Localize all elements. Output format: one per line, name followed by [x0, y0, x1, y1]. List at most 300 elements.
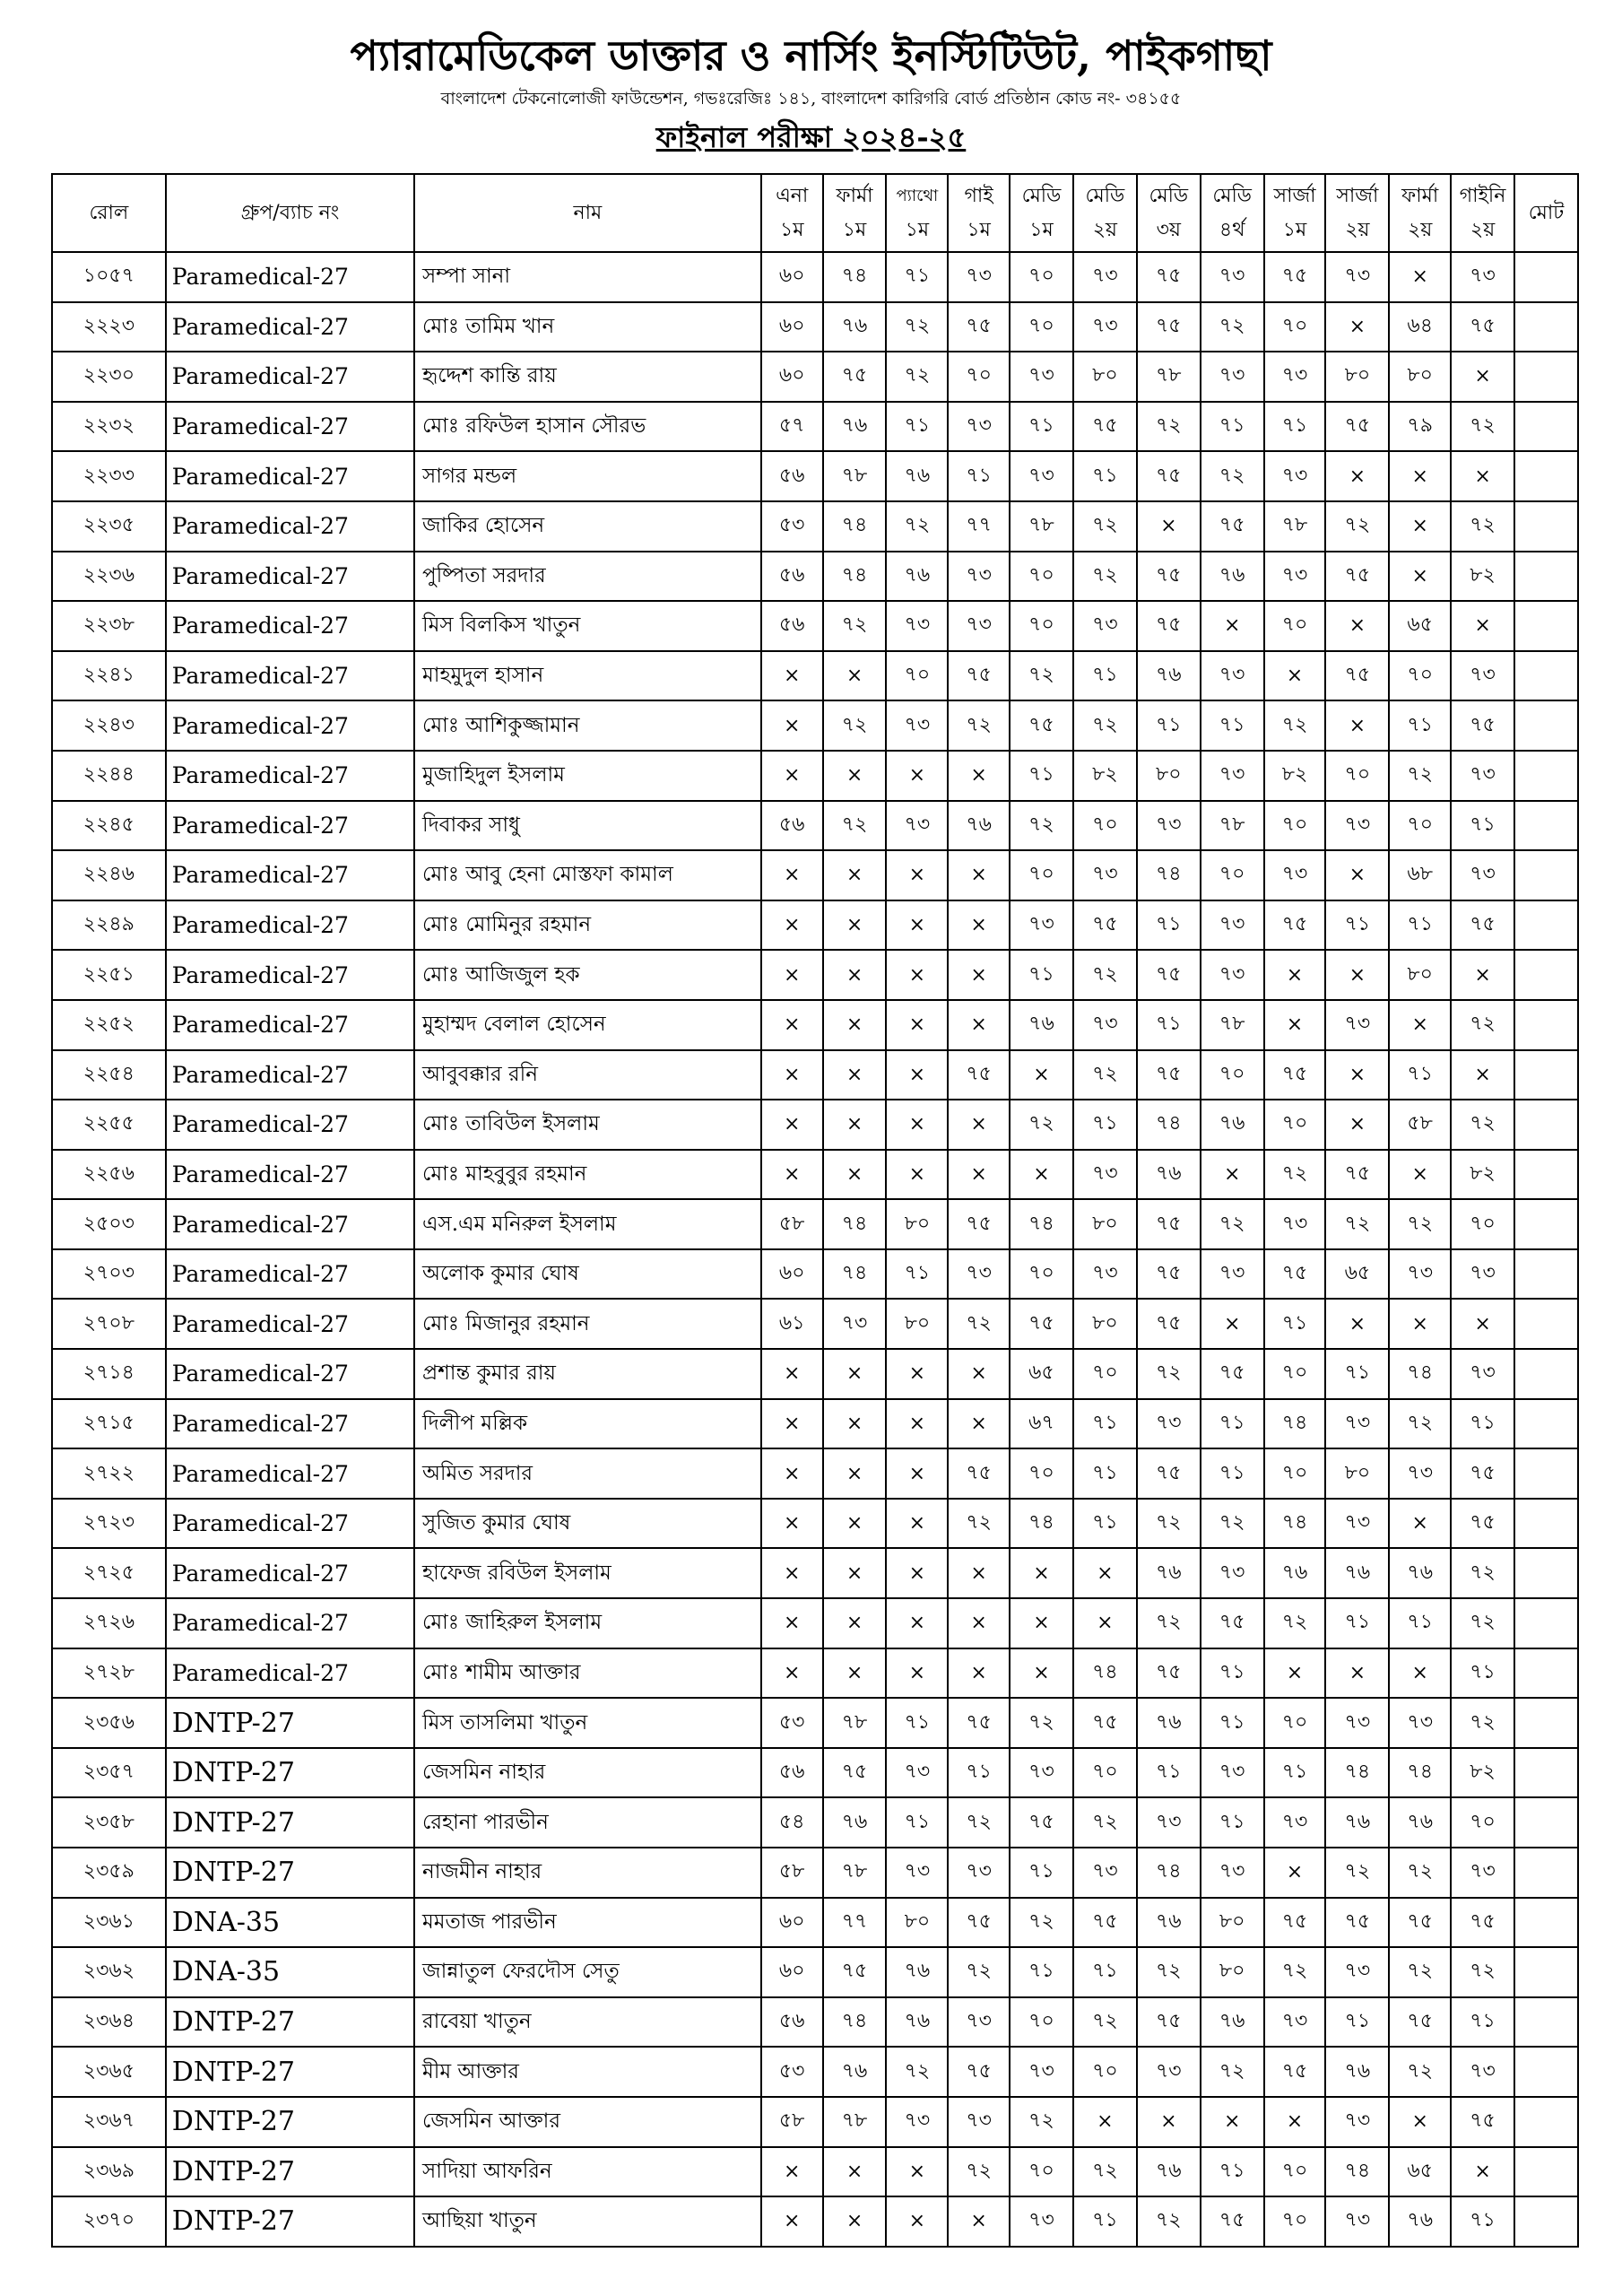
mark-cell: ৭৬ [1201, 1997, 1264, 2048]
roll-cell: ২৭১৪ [52, 1349, 166, 1399]
mark-cell: ৬০ [761, 252, 823, 302]
mark-cell: ৭১ [1010, 402, 1073, 452]
roll-cell: ২২৪৫ [52, 801, 166, 851]
roll-cell: ২৩৬৯ [52, 2147, 166, 2197]
subject-part: ১ম [1282, 218, 1307, 241]
mark-cell: ৭৫ [1325, 651, 1389, 701]
mark-cell: × [1264, 651, 1326, 701]
mark-cell: × [948, 1399, 1010, 1449]
name-cell: মিস বিলকিস খাতুন [414, 601, 761, 651]
header-group: গ্রুপ/ব্যাচ নং [166, 174, 414, 252]
mark-cell: × [1325, 1648, 1389, 1699]
mark-cell: ৭১ [886, 1797, 948, 1848]
mark-cell: × [948, 2196, 1010, 2247]
mark-cell: ৫৮ [761, 2097, 823, 2147]
mark-cell: ৭৩ [1325, 1000, 1389, 1050]
mark-cell: ৭১ [1073, 1100, 1137, 1150]
mark-cell: ৭৩ [1325, 1399, 1389, 1449]
group-cell: DNTP-27 [166, 1748, 414, 1798]
mark-cell: ৭৬ [1137, 1150, 1201, 1200]
mark-cell: ৭৩ [1325, 801, 1389, 851]
group-cell: Paramedical-27 [166, 1548, 414, 1598]
mark-cell: ৭৫ [1137, 302, 1201, 352]
total-cell [1514, 1898, 1578, 1948]
subject-part: ১ম [967, 218, 991, 241]
mark-cell: ৭০ [1264, 1698, 1326, 1748]
mark-cell: ৬০ [761, 1898, 823, 1948]
group-cell: Paramedical-27 [166, 700, 414, 751]
roll-cell: ২২৪৬ [52, 850, 166, 900]
mark-cell: ৭৩ [1451, 1848, 1514, 1898]
table-row [52, 850, 1578, 900]
mark-cell: × [948, 1150, 1010, 1200]
mark-cell: ৭০ [1264, 1349, 1326, 1399]
roll-cell: ২২৩২ [52, 402, 166, 452]
mark-cell: ৭১ [1201, 1797, 1264, 1848]
mark-cell: ৭৫ [1264, 1898, 1326, 1948]
mark-cell: ৭৫ [823, 1748, 887, 1798]
mark-cell: ৭৫ [1073, 900, 1137, 951]
mark-cell: ৮০ [1325, 352, 1389, 402]
mark-cell: ৭১ [1451, 1648, 1514, 1699]
subject-label: ফার্মা [836, 184, 873, 207]
mark-cell: ৮০ [1201, 1898, 1264, 1948]
roll-cell: ২২৫২ [52, 1000, 166, 1050]
group-cell: Paramedical-27 [166, 751, 414, 801]
mark-cell: × [886, 1499, 948, 1549]
mark-cell: × [823, 651, 887, 701]
mark-cell: ৭০ [1451, 1797, 1514, 1848]
roll-cell: ২২৩৬ [52, 552, 166, 602]
mark-cell: ৭৫ [1451, 302, 1514, 352]
mark-cell: × [886, 1050, 948, 1100]
header-subject [1389, 174, 1451, 252]
roll-cell: ২৭২৩ [52, 1499, 166, 1549]
mark-cell: ৭৫ [1137, 252, 1201, 302]
table-row [52, 1199, 1578, 1249]
mark-cell: × [1451, 451, 1514, 501]
mark-cell: ৭৩ [1137, 2047, 1201, 2097]
roll-cell: ২২৪১ [52, 651, 166, 701]
mark-cell: ৮০ [886, 1199, 948, 1249]
group-cell: DNTP-27 [166, 2196, 414, 2247]
table-row [52, 552, 1578, 602]
roll-cell: ২৩৫৬ [52, 1698, 166, 1748]
roll-cell: ২২৪৯ [52, 900, 166, 951]
table-row [52, 1548, 1578, 1598]
total-cell [1514, 451, 1578, 501]
mark-cell: ৭০ [948, 352, 1010, 402]
subject-label: প্যাথো [896, 186, 939, 205]
mark-cell: ৭০ [1201, 850, 1264, 900]
mark-cell: ৭৫ [1137, 1050, 1201, 1100]
mark-cell: ৭৩ [1073, 601, 1137, 651]
roll-cell: ২৭২৫ [52, 1548, 166, 1598]
mark-cell: ৭৩ [1137, 1399, 1201, 1449]
header-subject [1451, 174, 1514, 252]
mark-cell: ৭২ [1010, 1698, 1073, 1748]
mark-cell: ৭২ [1137, 402, 1201, 452]
mark-cell: × [1325, 1299, 1389, 1349]
mark-cell: × [1201, 1150, 1264, 1200]
name-cell: মোঃ মাহবুবুর রহমান [414, 1150, 761, 1200]
mark-cell: × [1264, 1848, 1326, 1898]
mark-cell: ৭২ [886, 352, 948, 402]
mark-cell: ৭৬ [1201, 1100, 1264, 1150]
mark-cell: × [1010, 1150, 1073, 1200]
mark-cell: ৭৩ [1201, 1848, 1264, 1898]
mark-cell: ৭৪ [823, 252, 887, 302]
group-cell: Paramedical-27 [166, 1499, 414, 1549]
mark-cell: × [1325, 1050, 1389, 1100]
mark-cell: ৭০ [1325, 751, 1389, 801]
name-cell: জান্নাতুল ফেরদৌস সেতু [414, 1947, 761, 1997]
mark-cell: ৫৬ [761, 1997, 823, 2048]
subject-part: ৪র্থ [1219, 218, 1245, 241]
total-cell [1514, 2147, 1578, 2197]
mark-cell: ৭০ [1010, 850, 1073, 900]
mark-cell: ৭৫ [1325, 1898, 1389, 1948]
table-row [52, 1399, 1578, 1449]
mark-cell: ৭৫ [1264, 900, 1326, 951]
mark-cell: × [1389, 1499, 1451, 1549]
mark-cell: ৭৩ [1325, 1499, 1389, 1549]
mark-cell: ৭৯ [1389, 402, 1451, 452]
roll-cell: ২৭১৫ [52, 1399, 166, 1449]
mark-cell: ৫৭ [761, 402, 823, 452]
table-row [52, 1898, 1578, 1948]
table-row [52, 1648, 1578, 1699]
mark-cell: × [1389, 1000, 1451, 1050]
mark-cell: ৭২ [1264, 1150, 1326, 1200]
mark-cell: ৭৩ [1389, 1448, 1451, 1499]
mark-cell: ৭৫ [948, 1698, 1010, 1748]
mark-cell: ৭৫ [1137, 1199, 1201, 1249]
mark-cell: ৭১ [1451, 2196, 1514, 2247]
header-subject [1137, 174, 1201, 252]
mark-cell: ৭৩ [886, 1748, 948, 1798]
mark-cell: ৭৫ [1137, 950, 1201, 1000]
table-row [52, 1698, 1578, 1748]
mark-cell: ৭০ [1010, 1448, 1073, 1499]
mark-cell: ৭৬ [1010, 1000, 1073, 1050]
mark-cell: ৭১ [1201, 402, 1264, 452]
group-cell: Paramedical-27 [166, 1349, 414, 1399]
mark-cell: ৭৫ [1201, 2196, 1264, 2247]
mark-cell: ৭১ [1389, 1050, 1451, 1100]
mark-cell: ৭৩ [948, 252, 1010, 302]
total-cell [1514, 252, 1578, 302]
total-cell [1514, 2196, 1578, 2247]
name-cell: মীম আক্তার [414, 2047, 761, 2097]
mark-cell: ৭১ [1451, 1997, 1514, 2048]
roll-cell: ১০৫৭ [52, 252, 166, 302]
mark-cell: ৭৩ [1073, 302, 1137, 352]
mark-cell: ৭৬ [1325, 1797, 1389, 1848]
mark-cell: ৭৬ [1137, 651, 1201, 701]
mark-cell: ৮০ [1073, 1299, 1137, 1349]
group-cell: Paramedical-27 [166, 1399, 414, 1449]
mark-cell: ৮০ [1325, 1448, 1389, 1499]
mark-cell: ৮২ [1451, 1150, 1514, 1200]
group-cell: Paramedical-27 [166, 950, 414, 1000]
table-row [52, 801, 1578, 851]
mark-cell: × [823, 1349, 887, 1399]
total-cell [1514, 1648, 1578, 1699]
total-cell [1514, 501, 1578, 552]
mark-cell: ৭৫ [948, 1448, 1010, 1499]
mark-cell: ৭২ [1451, 1000, 1514, 1050]
name-cell: নাজমীন নাহার [414, 1848, 761, 1898]
mark-cell: ৭৩ [1073, 1848, 1137, 1898]
institute-title: প্যারামেডিকেল ডাক্তার ও নার্সিং ইনস্টিটিউট, পাইকগাছা [350, 31, 1272, 80]
table-row [52, 651, 1578, 701]
subject-part: ৩য় [1156, 218, 1181, 241]
mark-cell: ৭২ [1389, 1947, 1451, 1997]
mark-cell: × [761, 1648, 823, 1699]
mark-cell: ৭১ [1073, 651, 1137, 701]
mark-cell: ৭৩ [1264, 1997, 1326, 2048]
mark-cell: ৭৫ [1451, 900, 1514, 951]
mark-cell: ৭৪ [1010, 1199, 1073, 1249]
mark-cell: ৭০ [1264, 302, 1326, 352]
total-cell [1514, 402, 1578, 452]
mark-cell: × [1325, 451, 1389, 501]
mark-cell: ৭৩ [1451, 751, 1514, 801]
group-cell: Paramedical-27 [166, 1000, 414, 1050]
group-cell: DNTP-27 [166, 1848, 414, 1898]
group-cell: Paramedical-27 [166, 501, 414, 552]
mark-cell: ৭০ [1010, 1997, 1073, 2048]
table-row [52, 252, 1578, 302]
mark-cell: ৭১ [1325, 900, 1389, 951]
mark-cell: ৭৬ [948, 801, 1010, 851]
mark-cell: ৭৩ [1451, 1349, 1514, 1399]
name-cell: মিস তাসলিমা খাতুন [414, 1698, 761, 1748]
mark-cell: × [823, 1150, 887, 1200]
mark-cell: ৭২ [886, 2047, 948, 2097]
mark-cell: ৭১ [1389, 1598, 1451, 1648]
mark-cell: ৭২ [1073, 552, 1137, 602]
mark-cell: × [886, 1349, 948, 1399]
mark-cell: ৭০ [1010, 552, 1073, 602]
mark-cell: ৭৪ [823, 1249, 887, 1300]
mark-cell: ৭৮ [1264, 501, 1326, 552]
mark-cell: ৭২ [1073, 501, 1137, 552]
mark-cell: × [1137, 501, 1201, 552]
mark-cell: ৬৮ [1389, 850, 1451, 900]
total-cell [1514, 1249, 1578, 1300]
mark-cell: ৭০ [1264, 1448, 1326, 1499]
mark-cell: ৭২ [1451, 1548, 1514, 1598]
group-cell: Paramedical-27 [166, 850, 414, 900]
mark-cell: ৭১ [1201, 1448, 1264, 1499]
mark-cell: ৭২ [1137, 1499, 1201, 1549]
name-cell: দিবাকর সাধু [414, 801, 761, 851]
roll-cell: ২২৫৫ [52, 1100, 166, 1150]
mark-cell: × [823, 2147, 887, 2197]
mark-cell: ৭৫ [1010, 1299, 1073, 1349]
mark-cell: × [823, 1598, 887, 1648]
total-cell [1514, 552, 1578, 602]
subject-label: মেডি [1212, 184, 1252, 207]
mark-cell: × [823, 2196, 887, 2247]
group-cell: Paramedical-27 [166, 402, 414, 452]
mark-cell: ৭০ [1010, 1249, 1073, 1300]
table-row [52, 1299, 1578, 1349]
mark-cell: ৭২ [1073, 1797, 1137, 1848]
mark-cell: ৭১ [1389, 700, 1451, 751]
mark-cell: ৭১ [1073, 451, 1137, 501]
mark-cell: × [1325, 1100, 1389, 1150]
header-subject [1201, 174, 1264, 252]
mark-cell: ৭০ [1264, 2196, 1326, 2247]
roll-cell: ২৭২৮ [52, 1648, 166, 1699]
mark-cell: × [948, 1349, 1010, 1399]
mark-cell: × [761, 1000, 823, 1050]
mark-cell: ৭১ [1073, 1947, 1137, 1997]
subject-part: ২য় [1408, 218, 1433, 241]
mark-cell: ৭১ [948, 451, 1010, 501]
mark-cell: ৭২ [823, 801, 887, 851]
mark-cell: × [886, 1100, 948, 1150]
total-cell [1514, 1299, 1578, 1349]
total-cell [1514, 601, 1578, 651]
header-name: নাম [414, 174, 761, 252]
name-cell: মোঃ তাবিউল ইসলাম [414, 1100, 761, 1150]
mark-cell: ৭৩ [1010, 900, 1073, 951]
mark-cell: ৭৩ [1389, 1698, 1451, 1748]
group-cell: Paramedical-27 [166, 552, 414, 602]
table-row [52, 402, 1578, 452]
mark-cell: × [948, 850, 1010, 900]
name-cell: দিলীপ মল্লিক [414, 1399, 761, 1449]
mark-cell: ৭২ [1201, 1199, 1264, 1249]
mark-cell: ৭২ [823, 700, 887, 751]
mark-cell: ৭২ [1201, 302, 1264, 352]
subject-part: ২য় [1092, 218, 1117, 241]
mark-cell: × [1325, 601, 1389, 651]
total-cell [1514, 1698, 1578, 1748]
mark-cell: × [823, 1050, 887, 1100]
mark-cell: × [1451, 1050, 1514, 1100]
mark-cell: ৭২ [1451, 1100, 1514, 1150]
mark-cell: ৭৮ [823, 451, 887, 501]
mark-cell: ৭৬ [886, 1947, 948, 1997]
group-cell: Paramedical-27 [166, 1199, 414, 1249]
mark-cell: ৬০ [761, 352, 823, 402]
group-cell: Paramedical-27 [166, 451, 414, 501]
mark-cell: ৭২ [1389, 1199, 1451, 1249]
total-cell [1514, 1598, 1578, 1648]
mark-cell: ৭৫ [1137, 1448, 1201, 1499]
mark-cell: ৭৫ [948, 302, 1010, 352]
header-subject [1073, 174, 1137, 252]
mark-cell: ৬০ [761, 302, 823, 352]
mark-cell: ৭২ [1073, 1050, 1137, 1100]
mark-cell: ৭৩ [1010, 2196, 1073, 2247]
header-subject [886, 174, 948, 252]
mark-cell: × [1201, 601, 1264, 651]
total-cell [1514, 1050, 1578, 1100]
name-cell: জাকির হোসেন [414, 501, 761, 552]
mark-cell: × [761, 651, 823, 701]
mark-cell: ৭৩ [886, 601, 948, 651]
mark-cell: ৭২ [1389, 2047, 1451, 2097]
name-cell: মোঃ মোমিনুর রহমান [414, 900, 761, 951]
mark-cell: ৫৬ [761, 1748, 823, 1798]
mark-cell: ৭৮ [1010, 501, 1073, 552]
mark-cell: ৭৩ [1389, 1249, 1451, 1300]
name-cell: মুজাহিদুল ইসলাম [414, 751, 761, 801]
mark-cell: ৭৩ [1073, 252, 1137, 302]
group-cell: Paramedical-27 [166, 252, 414, 302]
mark-cell: ৭৫ [1264, 2047, 1326, 2097]
mark-cell: ৭৩ [1010, 1748, 1073, 1798]
mark-cell: ৭২ [1137, 1349, 1201, 1399]
total-cell [1514, 1448, 1578, 1499]
mark-cell: ৭৩ [1451, 1249, 1514, 1300]
mark-cell: ৭৬ [1137, 2147, 1201, 2197]
mark-cell: ৭০ [1073, 2047, 1137, 2097]
mark-cell: ৭৪ [823, 1997, 887, 2048]
mark-cell: ৭৩ [1201, 252, 1264, 302]
mark-cell: × [948, 1598, 1010, 1648]
mark-cell: × [823, 1499, 887, 1549]
mark-cell: × [1389, 552, 1451, 602]
mark-cell: ৬০ [761, 1249, 823, 1300]
mark-cell: ৭৩ [1137, 1797, 1201, 1848]
table-row [52, 601, 1578, 651]
mark-cell: ৮০ [886, 1898, 948, 1948]
table-row [52, 1000, 1578, 1050]
mark-cell: × [761, 1100, 823, 1150]
mark-cell: ৬০ [761, 1947, 823, 1997]
mark-cell: ৭০ [1264, 801, 1326, 851]
mark-cell: ৭৫ [1264, 1050, 1326, 1100]
table-row [52, 1499, 1578, 1549]
mark-cell: ৭৫ [1389, 1898, 1451, 1948]
name-cell: মোঃ রফিউল হাসান সৌরভ [414, 402, 761, 452]
institute-subtitle: বাংলাদেশ টেকনোলোজী ফাউন্ডেশন, গভঃরেজিঃ ১৪১, বাংলাদেশ কারিগরি বোর্ড প্রতিষ্ঠান কোড নং- ৩৪১৫৫ [440, 89, 1182, 109]
mark-cell: × [1451, 950, 1514, 1000]
header-subject [761, 174, 823, 252]
table-row [52, 1100, 1578, 1150]
mark-cell: ৭৫ [1073, 1698, 1137, 1748]
mark-cell: ৭২ [1264, 1598, 1326, 1648]
roll-cell: ২৩৫৭ [52, 1748, 166, 1798]
name-cell: মমতাজ পারভীন [414, 1898, 761, 1948]
mark-cell: × [823, 850, 887, 900]
mark-cell: ৭১ [1010, 1947, 1073, 1997]
mark-cell: ৭৮ [823, 1698, 887, 1748]
roll-cell: ২২৫৪ [52, 1050, 166, 1100]
mark-cell: ৭৩ [1073, 1000, 1137, 1050]
mark-cell: × [761, 1399, 823, 1449]
mark-cell: × [1264, 2097, 1326, 2147]
mark-cell: × [1325, 950, 1389, 1000]
mark-cell: ৭৫ [1137, 1249, 1201, 1300]
mark-cell: ৭২ [1073, 2147, 1137, 2197]
mark-cell: ৭২ [948, 2147, 1010, 2197]
mark-cell: ৭১ [1010, 950, 1073, 1000]
mark-cell: ৭৩ [1325, 2196, 1389, 2247]
mark-cell: ৭১ [1137, 1748, 1201, 1798]
mark-cell: ৭৩ [948, 1848, 1010, 1898]
group-cell: Paramedical-27 [166, 302, 414, 352]
mark-cell: ৬৫ [1389, 601, 1451, 651]
mark-cell: ৭২ [1325, 501, 1389, 552]
